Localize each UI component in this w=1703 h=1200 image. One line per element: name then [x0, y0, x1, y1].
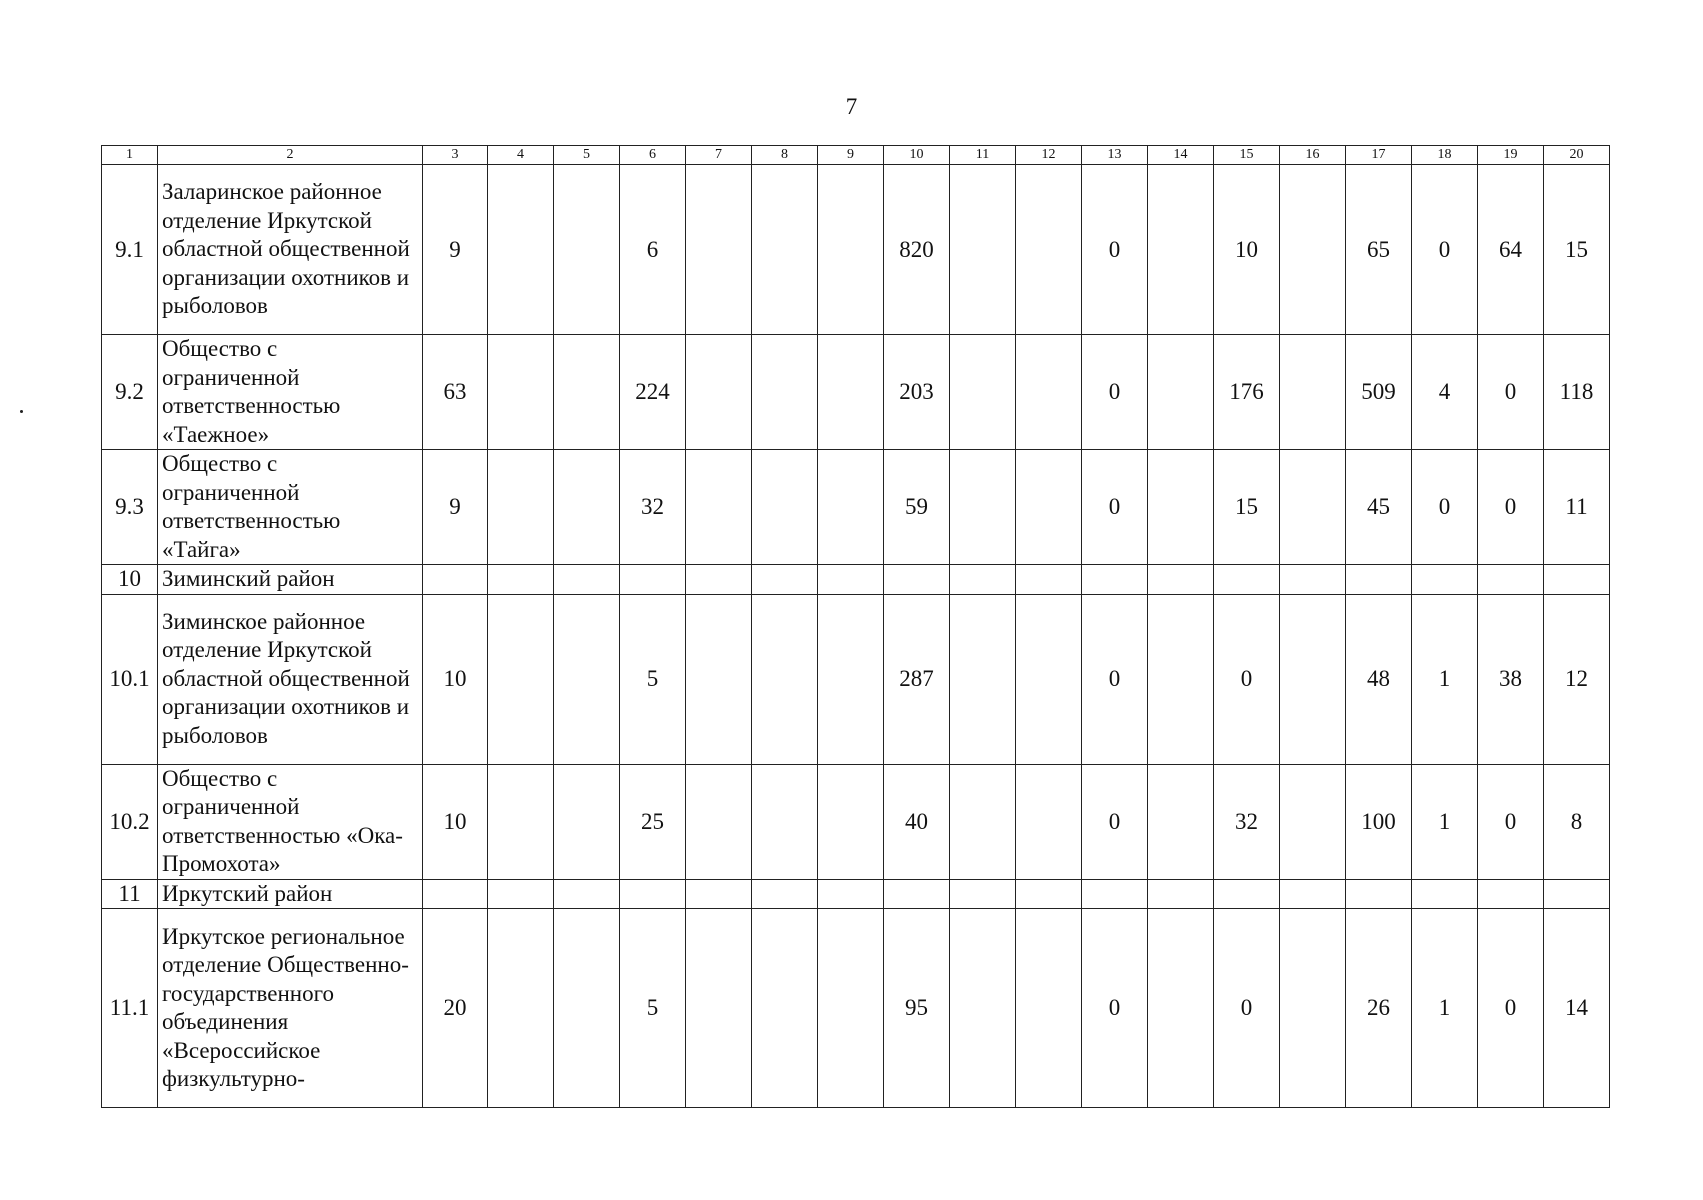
column-header: 3 — [423, 146, 488, 165]
table-cell — [950, 565, 1016, 595]
table-cell — [1280, 565, 1346, 595]
column-header: 15 — [1214, 146, 1280, 165]
table-cell — [1016, 764, 1082, 879]
page-number: 7 — [845, 94, 858, 119]
table-cell: 0 — [1082, 335, 1148, 450]
table-cell: 1 — [1412, 764, 1478, 879]
row-name: Заларинское районное отделение Иркутской областной общественной организации охотников и рыболовов — [158, 165, 423, 335]
table-cell: 65 — [1346, 165, 1412, 335]
table-cell — [1148, 764, 1214, 879]
table-cell — [1544, 879, 1610, 909]
table-cell: 10 — [423, 764, 488, 879]
table-cell: 0 — [1412, 450, 1478, 565]
table-cell — [752, 335, 818, 450]
table-cell — [1082, 879, 1148, 909]
table-cell: 15 — [1544, 165, 1610, 335]
row-name: Иркутский район — [158, 879, 423, 909]
table-cell — [686, 450, 752, 565]
table-cell: 5 — [620, 909, 686, 1108]
column-header: 20 — [1544, 146, 1610, 165]
table-cell — [1412, 565, 1478, 595]
table-cell — [1082, 565, 1148, 595]
table-cell — [818, 594, 884, 764]
row-number: 10 — [102, 565, 158, 595]
table-cell: 14 — [1544, 909, 1610, 1108]
table-cell — [752, 764, 818, 879]
table-cell — [488, 565, 554, 595]
table-cell — [818, 764, 884, 879]
table-cell: 9 — [423, 450, 488, 565]
table-cell — [1280, 594, 1346, 764]
table-cell — [488, 879, 554, 909]
table-cell — [1280, 335, 1346, 450]
table-cell: 5 — [620, 594, 686, 764]
column-header: 19 — [1478, 146, 1544, 165]
column-header: 5 — [554, 146, 620, 165]
table-cell — [1016, 450, 1082, 565]
table-row — [102, 909, 1610, 1108]
table-cell — [950, 335, 1016, 450]
table-cell — [423, 565, 488, 595]
table-cell — [1214, 879, 1280, 909]
table-cell — [554, 450, 620, 565]
column-header: 18 — [1412, 146, 1478, 165]
table-cell — [818, 565, 884, 595]
table-cell — [488, 335, 554, 450]
column-header: 12 — [1016, 146, 1082, 165]
table-cell: 8 — [1544, 764, 1610, 879]
table-cell — [554, 565, 620, 595]
table-cell — [686, 335, 752, 450]
table-cell: 63 — [423, 335, 488, 450]
table-cell: 64 — [1478, 165, 1544, 335]
table-cell: 118 — [1544, 335, 1610, 450]
table-cell: 0 — [1478, 450, 1544, 565]
table-cell — [950, 879, 1016, 909]
table-cell — [686, 879, 752, 909]
table-cell — [1016, 879, 1082, 909]
table-cell — [818, 879, 884, 909]
table-cell — [488, 909, 554, 1108]
table-cell: 0 — [1082, 165, 1148, 335]
table-cell: 0 — [1214, 909, 1280, 1108]
table-cell: 6 — [620, 165, 686, 335]
table-cell — [554, 764, 620, 879]
table-cell: 4 — [1412, 335, 1478, 450]
table-cell: 176 — [1214, 335, 1280, 450]
table-cell: 40 — [884, 764, 950, 879]
table-cell — [752, 165, 818, 335]
row-number: 9.2 — [102, 335, 158, 450]
column-header: 4 — [488, 146, 554, 165]
table-cell — [1016, 335, 1082, 450]
row-number: 10.2 — [102, 764, 158, 879]
table-cell — [950, 450, 1016, 565]
table-cell — [1280, 879, 1346, 909]
table-cell — [1280, 909, 1346, 1108]
table-cell: 1 — [1412, 594, 1478, 764]
table-cell — [818, 909, 884, 1108]
table-cell — [686, 165, 752, 335]
table-cell — [1214, 565, 1280, 595]
table-cell — [554, 594, 620, 764]
row-name: Зиминское районное отделение Иркутской областной общественной организации охотников и рыболовов — [158, 594, 423, 764]
table-cell: 0 — [1082, 764, 1148, 879]
table-cell: 25 — [620, 764, 686, 879]
table-cell — [1016, 565, 1082, 595]
table-cell — [1148, 594, 1214, 764]
row-number: 10.1 — [102, 594, 158, 764]
table-cell — [686, 565, 752, 595]
table-cell — [1478, 565, 1544, 595]
table-cell — [1148, 909, 1214, 1108]
table-cell: 9 — [423, 165, 488, 335]
table-row — [102, 879, 1610, 909]
table-cell — [818, 450, 884, 565]
table-cell — [554, 335, 620, 450]
table-cell: 59 — [884, 450, 950, 565]
row-name: Общество с ограниченной ответственностью «Таежное» — [158, 335, 423, 450]
table-cell — [950, 594, 1016, 764]
table-cell — [1148, 335, 1214, 450]
table-cell — [686, 764, 752, 879]
table-row — [102, 450, 1610, 565]
table-cell: 38 — [1478, 594, 1544, 764]
table-cell: 11 — [1544, 450, 1610, 565]
table-cell — [488, 450, 554, 565]
table-cell — [488, 594, 554, 764]
table-cell: 32 — [1214, 764, 1280, 879]
column-header: 1 — [102, 146, 158, 165]
table-cell — [950, 165, 1016, 335]
table-cell — [752, 594, 818, 764]
table-cell — [950, 909, 1016, 1108]
table-cell: 0 — [1082, 450, 1148, 565]
row-number: 9.3 — [102, 450, 158, 565]
table-cell: 0 — [1082, 594, 1148, 764]
table-cell: 509 — [1346, 335, 1412, 450]
table-cell — [818, 165, 884, 335]
table-cell — [1478, 879, 1544, 909]
table-cell — [423, 879, 488, 909]
table-cell: 0 — [1478, 764, 1544, 879]
column-header: 8 — [752, 146, 818, 165]
table-cell: 287 — [884, 594, 950, 764]
table-cell — [554, 879, 620, 909]
table-cell: 203 — [884, 335, 950, 450]
column-header: 10 — [884, 146, 950, 165]
row-name: Зиминский район — [158, 565, 423, 595]
table-cell — [1148, 165, 1214, 335]
column-header: 7 — [686, 146, 752, 165]
table-cell: 10 — [423, 594, 488, 764]
table-cell: 48 — [1346, 594, 1412, 764]
table-cell: 0 — [1082, 909, 1148, 1108]
column-header: 14 — [1148, 146, 1214, 165]
table-cell: 0 — [1412, 165, 1478, 335]
table-cell: 26 — [1346, 909, 1412, 1108]
table-cell: 12 — [1544, 594, 1610, 764]
row-name: Иркутское региональное отделение Общественно-государственного объединения «Всероссийское физкультурно- — [158, 909, 423, 1108]
table-cell — [554, 165, 620, 335]
table-cell — [884, 879, 950, 909]
table-cell — [686, 594, 752, 764]
table-cell — [818, 335, 884, 450]
table-cell: 10 — [1214, 165, 1280, 335]
column-header: 13 — [1082, 146, 1148, 165]
table-cell — [1544, 565, 1610, 595]
table-row — [102, 565, 1610, 595]
column-header-row — [102, 146, 1610, 165]
table-cell — [488, 165, 554, 335]
table-cell — [752, 565, 818, 595]
table-cell: 0 — [1478, 335, 1544, 450]
table-row — [102, 165, 1610, 335]
table-cell — [554, 909, 620, 1108]
scan-speck — [20, 410, 23, 413]
table-cell: 224 — [620, 335, 686, 450]
row-name: Общество с ограниченной ответственностью «Тайга» — [158, 450, 423, 565]
table-cell — [1148, 879, 1214, 909]
table-cell: 0 — [1478, 909, 1544, 1108]
table-cell — [1148, 450, 1214, 565]
table-cell: 95 — [884, 909, 950, 1108]
table-cell: 20 — [423, 909, 488, 1108]
column-header: 16 — [1280, 146, 1346, 165]
table-cell — [752, 450, 818, 565]
table-cell — [488, 764, 554, 879]
table-cell — [752, 879, 818, 909]
table-cell — [1346, 879, 1412, 909]
column-header: 2 — [158, 146, 423, 165]
table-row — [102, 764, 1610, 879]
table-cell: 15 — [1214, 450, 1280, 565]
table-cell — [620, 879, 686, 909]
table-cell: 1 — [1412, 909, 1478, 1108]
table-cell — [1280, 764, 1346, 879]
column-header: 11 — [950, 146, 1016, 165]
table-cell: 32 — [620, 450, 686, 565]
table-cell — [686, 909, 752, 1108]
table-cell: 0 — [1214, 594, 1280, 764]
table-cell — [620, 565, 686, 595]
column-header: 17 — [1346, 146, 1412, 165]
row-number: 11.1 — [102, 909, 158, 1108]
table-cell — [1016, 165, 1082, 335]
table-cell: 820 — [884, 165, 950, 335]
row-number: 11 — [102, 879, 158, 909]
table-cell — [884, 565, 950, 595]
table-cell: 100 — [1346, 764, 1412, 879]
row-number: 9.1 — [102, 165, 158, 335]
table-cell: 45 — [1346, 450, 1412, 565]
table-cell — [1346, 565, 1412, 595]
table-cell — [752, 909, 818, 1108]
table-cell — [1148, 565, 1214, 595]
column-header: 6 — [620, 146, 686, 165]
table-cell — [1016, 909, 1082, 1108]
table-cell — [1280, 450, 1346, 565]
row-name: Общество с ограниченной ответственностью «Ока-Промохота» — [158, 764, 423, 879]
column-header: 9 — [818, 146, 884, 165]
data-table — [101, 145, 1610, 1108]
table-row — [102, 335, 1610, 450]
table-row — [102, 594, 1610, 764]
table-cell — [950, 764, 1016, 879]
table-cell — [1016, 594, 1082, 764]
table-cell — [1412, 879, 1478, 909]
table-cell — [1280, 165, 1346, 335]
